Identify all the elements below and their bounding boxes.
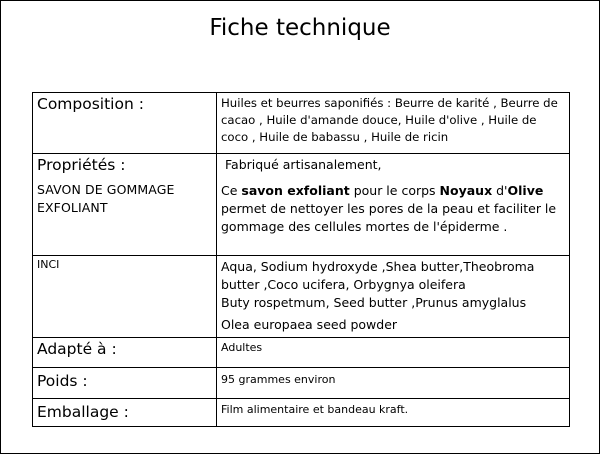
cell-label-proprietes: [33, 154, 217, 256]
cell-value-poids: [217, 368, 570, 399]
row-poids: [33, 368, 570, 399]
row-emballage: [33, 399, 570, 427]
cell-value-adapte: [217, 338, 570, 368]
row-proprietes: [33, 154, 570, 256]
poids-label: Poids :: [37, 372, 88, 390]
cell-label-inci: [33, 256, 217, 338]
desc-part3: d': [492, 183, 508, 198]
cell-label-composition: [33, 93, 217, 154]
cell-label-poids: [33, 368, 217, 399]
composition-label: Composition :: [37, 95, 144, 113]
adapte-label: Adapté à :: [37, 340, 117, 358]
page-title: Fiche technique: [209, 15, 391, 41]
cell-value-proprietes: [217, 154, 570, 256]
inci-line1: Aqua, Sodium hydroxyde ,Shea butter,Theobroma butter ,Coco ucifera, Orbygnya oleifera: [221, 259, 535, 292]
desc-bold-savon-exfoliant: savon exfoliant: [241, 183, 350, 198]
row-composition: [33, 93, 570, 154]
spec-table: [32, 92, 570, 427]
desc-part2: pour le corps: [349, 183, 440, 198]
adapte-value: Adultes: [221, 341, 263, 354]
proprietes-label: Propriétés :: [37, 156, 126, 174]
desc-part4: permet de nettoyer les pores de la peau et faciliter le gommage des cellules mortes de l'épiderme .: [221, 201, 557, 234]
proprietes-description: [217, 180, 569, 236]
desc-part1: Ce: [221, 183, 242, 198]
inci-line2: Buty rospetmum, Seed butter ,Prunus amyglalus: [221, 295, 527, 310]
desc-bold-olive: Olive: [507, 183, 544, 198]
cell-value-composition: [217, 93, 570, 154]
emballage-label: Emballage :: [37, 403, 129, 421]
cell-value-inci: [217, 256, 570, 338]
cell-label-adapte: [33, 338, 217, 368]
emballage-value: Film alimentaire et bandeau kraft.: [221, 403, 409, 416]
poids-value: 95 grammes environ: [221, 373, 336, 386]
composition-value: Huiles et beurres saponifiés : Beurre de karité , Beurre de cacao , Huile d'amande douce, Huile d'olive , Huile de coco , Huile de babassu , Huile de ricin: [221, 96, 558, 144]
proprietes-line1: Fabriqué artisanalement,: [225, 157, 382, 172]
cell-label-emballage: [33, 399, 217, 427]
desc-bold-noyaux: Noyaux: [439, 183, 493, 198]
cell-value-emballage: [217, 399, 570, 427]
row-inci: [33, 256, 570, 338]
inci-label: INCI: [37, 258, 60, 271]
proprietes-sublabel: SAVON DE GOMMAGE EXFOLIANT: [37, 182, 175, 215]
inci-line3: Olea europaea seed powder: [221, 317, 398, 332]
row-adapte: [33, 338, 570, 368]
